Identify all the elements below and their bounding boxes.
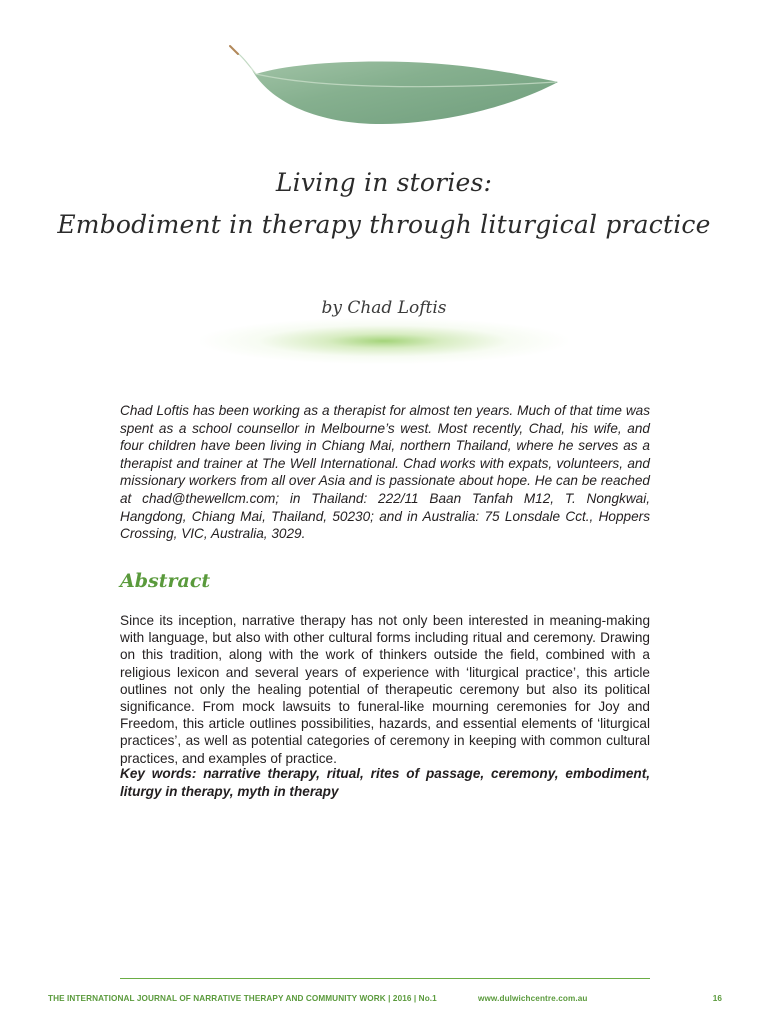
abstract-heading: Abstract [120,570,211,592]
footer-journal-name: THE INTERNATIONAL JOURNAL OF NARRATIVE THERAPY AND COMMUNITY WORK | 2016 | No.1 [48,994,437,1003]
green-glow-divider [200,318,568,364]
author-byline: by Chad Loftis [321,298,447,318]
footer-divider [120,978,650,979]
abstract-text: Since its inception, narrative therapy has not only been interested in meaning-making with language, but also with other cultural forms including ritual and ceremony. Drawing on this tradition, along with the work of thinkers outside the field, combined with a religious lexicon and several years of experience with ‘liturgical practice’, this article outlines not only the healing potential of therapeutic ceremony but also its political significance. From mock lawsuits to funeral-like mourning ceremonies for Joy and Freedom, this article outlines possibilities, hazards, and essential elements of ‘liturgical practices’, as well as potential categories of ceremony in keeping with common cultural practices, and examples of practice. [120,613,650,766]
author-bio: Chad Loftis has been working as a therapist for almost ten years. Much of that time was spent as a school counsellor in Melbourne’s west. Most recently, Chad, his wife, and four children have been living in Chiang Mai, northern Thailand, where he serves as a therapist and trainer at The Well International. Chad works with expats, volunteers, and missionary workers from all over Asia and is passionate about hope. He can be reached at chad@thewellcm.com; in Thailand: 222/11 Baan Tanfah M12, T. Nongkwai, Hangdong, Chiang Mai, Thailand, 50230; and in Australia: 75 Lonsdale Cct., Hoppers Crossing, VIC, Australia, 3029. [120,403,650,542]
keywords: Key words: narrative therapy, ritual, rites of passage, ceremony, embodiment, liturgy in therapy, myth in therapy [120,766,650,799]
page-number: 16 [712,994,722,1003]
eucalyptus-leaf-icon [228,44,560,134]
article-title-line-1: Living in stories: [275,168,493,197]
article-title-line-2: Embodiment in therapy through liturgical practice [57,210,711,239]
footer-website-link[interactable]: www.dulwichcentre.com.au [478,994,588,1003]
